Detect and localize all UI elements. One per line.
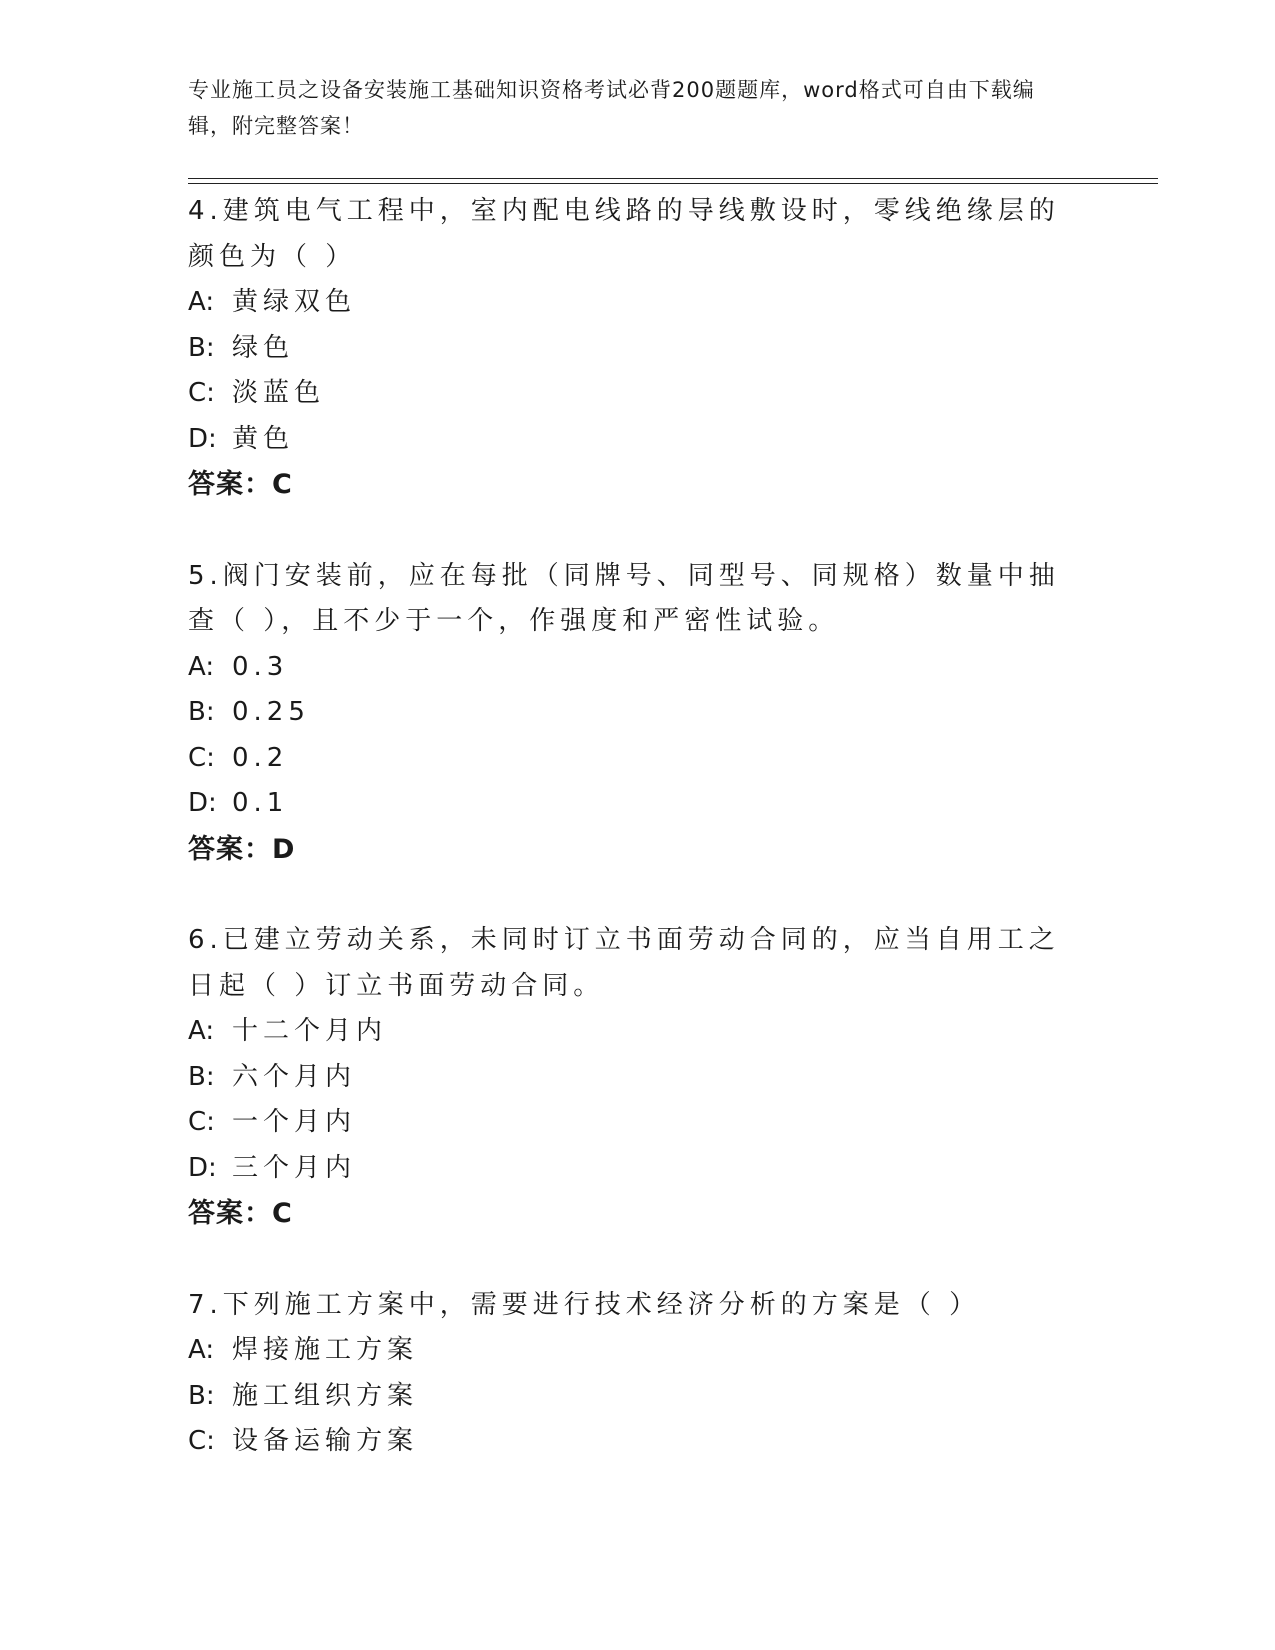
option-b (188, 1055, 1088, 1101)
option-text: 淡蓝色 (232, 378, 326, 408)
answer: 答案：C (188, 469, 293, 500)
document-title: 专业施工员之设备安装施工基础知识资格考试必背200题题库，word格式可自由下载编辑，附完整答案！ (188, 78, 1035, 138)
question-4 (188, 189, 1088, 508)
header-divider-top (188, 178, 1158, 179)
option-key: C: (188, 1107, 215, 1137)
option-text: 0.25 (232, 697, 310, 727)
option-c (188, 371, 1088, 417)
option-text: 黄色 (232, 423, 295, 454)
question-list (188, 189, 1088, 1511)
question-text: 5.阀门安装前，应在每批（同牌号、同型号、同规格）数量中抽查（ ），且不少于一个，作强度和严密性试验。 (188, 560, 1060, 636)
question-text: 6.已建立劳动关系，未同时订立书面劳动合同的，应当自用工之日起（ ）订立书面劳动合同。 (188, 925, 1060, 1001)
question-6 (188, 918, 1088, 1237)
option-key: D: (188, 1152, 217, 1183)
option-text: 黄绿双色 (232, 287, 357, 317)
option-key: A: (188, 287, 215, 317)
option-key: B: (188, 697, 215, 727)
option-key: D: (188, 423, 217, 454)
option-text: 焊接施工方案 (232, 1335, 419, 1365)
option-text: 0.3 (232, 651, 289, 682)
option-key: A: (188, 1335, 215, 1365)
option-a (188, 1328, 1088, 1374)
option-b (188, 326, 1088, 372)
option-key: D: (188, 788, 217, 818)
option-key: B: (188, 1061, 215, 1092)
option-text: 绿色 (232, 332, 295, 363)
option-key: C: (188, 742, 215, 773)
option-key: C: (188, 1426, 215, 1456)
option-text: 一个月内 (232, 1107, 357, 1137)
option-a (188, 645, 1088, 691)
option-b (188, 1374, 1088, 1420)
option-text: 施工组织方案 (232, 1380, 419, 1411)
question-7 (188, 1283, 1088, 1465)
option-text: 0.1 (232, 788, 289, 818)
option-text: 六个月内 (232, 1061, 357, 1092)
option-d (188, 1146, 1088, 1192)
option-text: 设备运输方案 (232, 1426, 419, 1456)
option-key: A: (188, 1016, 215, 1046)
answer: 答案：D (188, 833, 296, 865)
question-text: 4.建筑电气工程中，室内配电线路的导线敷设时，零线绝缘层的颜色为（ ） (188, 196, 1060, 272)
answer: 答案：C (188, 1198, 293, 1229)
option-key: B: (188, 332, 215, 363)
option-key: C: (188, 378, 215, 408)
option-text: 0.2 (232, 742, 289, 773)
header-divider-bottom (188, 183, 1158, 184)
question-text: 7.下列施工方案中，需要进行技术经济分析的方案是（ ） (188, 1289, 981, 1320)
option-c (188, 1100, 1088, 1146)
option-text: 三个月内 (232, 1152, 357, 1183)
option-d (188, 781, 1088, 827)
option-text: 十二个月内 (232, 1016, 388, 1046)
option-a (188, 1009, 1088, 1055)
option-c (188, 736, 1088, 782)
option-d (188, 417, 1088, 463)
question-5 (188, 554, 1088, 873)
option-b (188, 690, 1088, 736)
option-key: B: (188, 1380, 215, 1411)
option-a (188, 280, 1088, 326)
document-header (188, 72, 1068, 144)
option-c (188, 1419, 1088, 1465)
option-key: A: (188, 651, 215, 682)
